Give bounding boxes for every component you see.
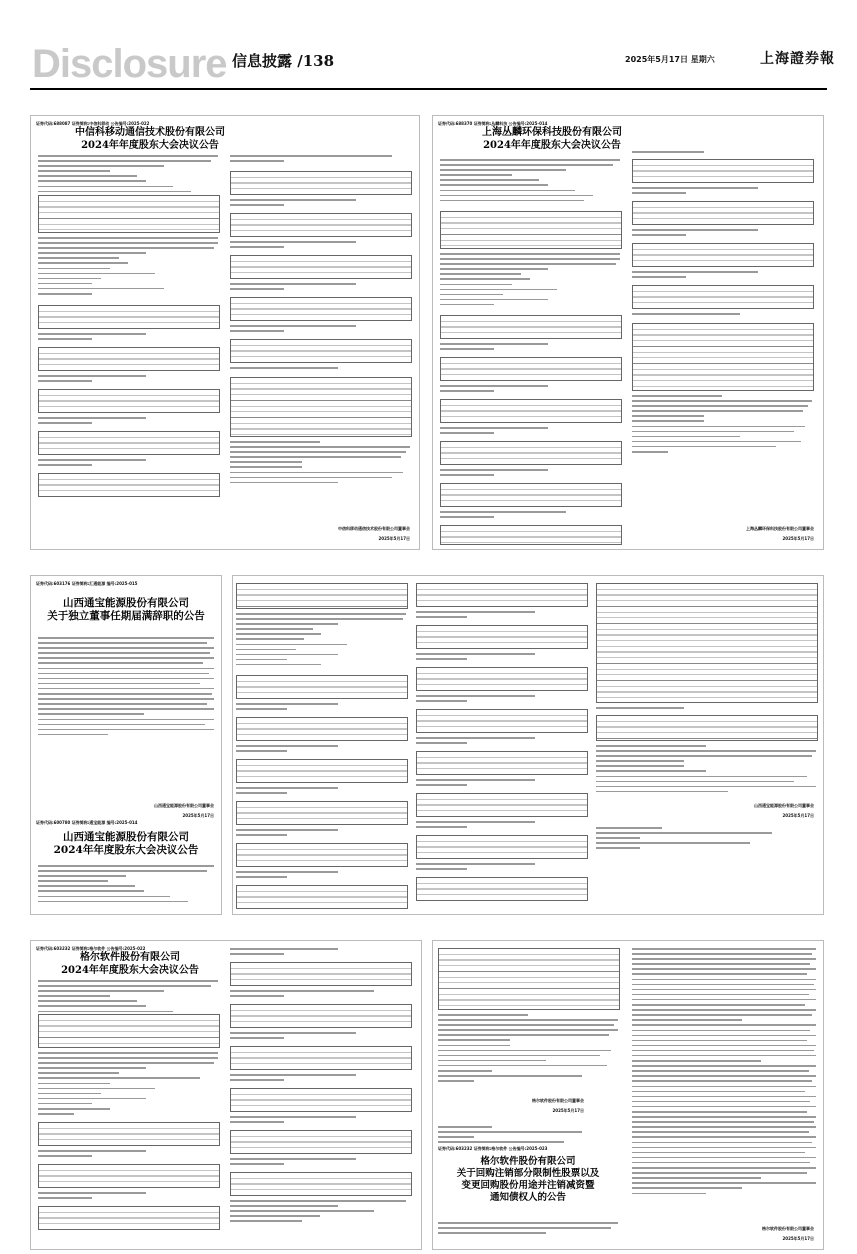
notice-table xyxy=(440,315,622,339)
notice-body-left-3 xyxy=(440,343,620,353)
notice-body-right-3 xyxy=(230,1032,410,1042)
notice-body-right-2 xyxy=(230,199,410,209)
notice-body-left-4 xyxy=(440,385,620,395)
notice-table xyxy=(230,1088,412,1112)
notice-body-left-5 xyxy=(440,427,620,437)
notice-table xyxy=(38,1206,220,1230)
notice-table xyxy=(38,305,220,329)
notice-body-right-2 xyxy=(230,990,410,1000)
notice-table xyxy=(440,399,622,423)
notice-body-col2-5 xyxy=(416,779,586,789)
notice-body-left-2 xyxy=(440,253,620,309)
notice-body-col2 xyxy=(416,611,586,621)
notice-signature: 山西通宝能源股份有限公司董事会 2025年5月17日 xyxy=(154,803,214,818)
notice-signature: 上海丛麟环保科技股份有限公司董事会 2025年5月17日 xyxy=(746,526,814,541)
notice-table xyxy=(38,431,220,455)
notice-body xyxy=(38,637,214,739)
notice-title-second: 山西通宝能源股份有限公司 2024年年度股东大会决议公告 xyxy=(53,831,199,857)
notice-date-second: 2025年5月17日 xyxy=(782,1236,814,1241)
notice-body-right-7 xyxy=(230,1200,410,1225)
notice-title: 中信科移动通信技术股份有限公司 2024年年度股东大会决议公告 xyxy=(75,127,225,151)
masthead xyxy=(0,40,857,86)
notice-table xyxy=(38,1122,220,1146)
notice-body-right xyxy=(632,948,816,1198)
notice-table xyxy=(440,525,622,545)
notice-signature-second: 格尔软件股份有限公司董事会 2025年5月17日 xyxy=(762,1226,814,1241)
notice-table xyxy=(440,211,622,249)
notice-meta: 证券代码:603232 证券简称:格尔软件 公告编号:2025-022 xyxy=(36,946,146,951)
notice-table xyxy=(596,715,818,741)
notice-body-right-4 xyxy=(230,1074,410,1084)
notice-table xyxy=(632,323,814,391)
notice-table xyxy=(230,1172,412,1196)
notice-date: 2025年5月17日 xyxy=(378,536,410,541)
notice-body-col2-3 xyxy=(416,695,586,705)
notice-body-right-6 xyxy=(230,367,410,372)
masthead-date: 2025年5月17日 星期六 xyxy=(625,55,715,64)
notice-body-right-6 xyxy=(632,395,812,456)
notice-table xyxy=(236,675,408,699)
notice-body-col1-6 xyxy=(236,871,406,881)
notice-body-col1-3 xyxy=(236,745,406,755)
notice-body-left-3 xyxy=(38,333,218,343)
notice-body-col3 xyxy=(596,707,816,712)
notice-table xyxy=(230,213,412,237)
notice-table xyxy=(230,255,412,279)
notice-panel-geer xyxy=(30,940,422,1250)
notice-body-right-5 xyxy=(632,313,812,318)
notice-table xyxy=(236,885,408,909)
notice-body-right xyxy=(632,151,812,156)
notice-body-col3-2 xyxy=(596,745,816,796)
notice-table xyxy=(596,583,818,703)
notice-body-left-2 xyxy=(438,1126,618,1146)
notice-table xyxy=(230,1046,412,1070)
notice-body-col1-2 xyxy=(236,703,406,713)
notice-table xyxy=(440,441,622,465)
notice-table xyxy=(632,285,814,309)
notice-signature: 中信科移动通信技术股份有限公司董事会 2025年5月17日 xyxy=(338,526,410,541)
page-number: /138 xyxy=(297,52,335,70)
notice-date: 2025年5月17日 xyxy=(782,536,814,541)
notice-body-right-3 xyxy=(632,229,812,239)
notice-body-right-4 xyxy=(632,271,812,281)
notice-table xyxy=(416,709,588,733)
masthead-rule xyxy=(30,88,827,90)
notice-panel-tongbao xyxy=(30,575,222,915)
notice-title-second: 格尔软件股份有限公司 关于回购注销部分限制性股票以及 变更回购股份用途并注销减资暨 通知债权人的公告 xyxy=(456,1156,600,1203)
notice-table xyxy=(416,877,588,901)
notice-body-col1 xyxy=(236,613,406,669)
notice-meta-second: 证券代码:600780 证券简称:通宝能源 编号:2025-014 xyxy=(36,820,138,825)
notice-table xyxy=(416,751,588,775)
notice-table xyxy=(416,583,588,607)
notice-table xyxy=(632,201,814,225)
masthead-paper-logo: 上海證券報 xyxy=(760,51,835,67)
notice-title: 格尔软件股份有限公司 2024年年度股东大会决议公告 xyxy=(61,952,199,976)
notice-table xyxy=(230,1004,412,1028)
notice-body-left xyxy=(38,980,218,1016)
notice-panel-tongbao-continued xyxy=(232,575,824,915)
notice-body-col2-4 xyxy=(416,737,586,747)
notice-table xyxy=(416,835,588,859)
notice-body-right-3 xyxy=(230,241,410,251)
notice-table xyxy=(632,243,814,267)
notice-table xyxy=(236,801,408,825)
notice-body-left-5 xyxy=(38,417,218,427)
notice-table xyxy=(236,717,408,741)
notice-panel-geer-buyback xyxy=(432,940,824,1250)
notice-body-col2-7 xyxy=(416,863,586,873)
masthead-section: 信息披露 /138 xyxy=(232,52,335,70)
notice-signature: 山西通宝能源股份有限公司董事会 2025年5月17日 xyxy=(754,803,814,818)
notice-body-left-3 xyxy=(38,1150,218,1160)
notice-table xyxy=(236,759,408,783)
notice-signature: 格尔软件股份有限公司董事会 2025年5月17日 xyxy=(532,1098,584,1113)
notice-table xyxy=(230,339,412,363)
notice-body-left-4 xyxy=(38,375,218,385)
notice-body-col1-4 xyxy=(236,787,406,797)
notice-body-left-6 xyxy=(440,469,620,479)
notice-title: 山西通宝能源股份有限公司 关于独立董事任期届满辞职的公告 xyxy=(47,597,205,623)
notice-body-left-4 xyxy=(38,1192,218,1202)
notice-table xyxy=(236,843,408,867)
notice-table xyxy=(38,347,220,371)
notice-body-right-4 xyxy=(230,283,410,293)
notice-title: 上海丛麟环保科技股份有限公司 2024年年度股东大会决议公告 xyxy=(482,127,622,151)
notice-body-second xyxy=(38,865,214,906)
notice-table xyxy=(38,389,220,413)
notice-body-col3-3 xyxy=(596,827,816,852)
notice-body-right xyxy=(230,155,410,165)
notice-table xyxy=(230,377,412,437)
notice-table xyxy=(38,473,220,497)
notice-body-right-5 xyxy=(230,325,410,335)
notice-body-left xyxy=(438,1014,618,1085)
notice-table xyxy=(416,793,588,817)
notice-body-left-3 xyxy=(438,1222,618,1237)
notice-table xyxy=(416,667,588,691)
notice-table xyxy=(236,583,408,609)
notice-meta-second: 证券代码:603232 证券简称:格尔软件 公告编号:2025-023 xyxy=(438,1146,548,1151)
notice-body-left-2 xyxy=(38,237,218,298)
notice-body-col1-5 xyxy=(236,829,406,839)
notice-table xyxy=(38,195,220,233)
notice-meta: 证券代码:688370 证券简称:丛麟科技 公告编号:2025-014 xyxy=(438,121,548,126)
notice-body-col2-6 xyxy=(416,821,586,831)
masthead-brand: Disclosure xyxy=(32,42,227,86)
notice-body-left xyxy=(440,159,620,205)
notice-body-left-7 xyxy=(440,511,620,521)
notice-body-right-6 xyxy=(230,1158,410,1168)
notice-date: 2025年5月17日 xyxy=(552,1108,584,1113)
notice-table xyxy=(438,948,620,1010)
notice-body-right xyxy=(230,948,410,958)
notice-meta: 证券代码:688087 证券简称:中信科移动 公告编号:2025-022 xyxy=(36,121,150,126)
notice-table xyxy=(230,1130,412,1154)
notice-body-left-6 xyxy=(38,459,218,469)
notice-body-right-2 xyxy=(632,187,812,197)
notice-body-right-5 xyxy=(230,1116,410,1126)
notice-table xyxy=(230,962,412,986)
notice-body-right-7 xyxy=(230,441,410,487)
notice-table xyxy=(38,1014,220,1048)
notice-table xyxy=(632,159,814,183)
notice-table xyxy=(230,297,412,321)
notice-body-left-2 xyxy=(38,1052,218,1118)
notice-table xyxy=(38,1164,220,1188)
notice-meta: 证券代码:603176 证券简称:汇通能源 编号:2025-015 xyxy=(36,581,138,586)
notice-panel-conglin xyxy=(432,115,824,550)
notice-table xyxy=(416,625,588,649)
notice-date: 2025年5月17日 xyxy=(782,813,814,818)
notice-date: 2025年5月17日 xyxy=(182,813,214,818)
notice-table xyxy=(440,357,622,381)
notice-body-col2-2 xyxy=(416,653,586,663)
notice-table xyxy=(230,171,412,195)
notice-body-left xyxy=(38,155,218,196)
notice-panel-zhongxinke xyxy=(30,115,420,550)
notice-table xyxy=(440,483,622,507)
